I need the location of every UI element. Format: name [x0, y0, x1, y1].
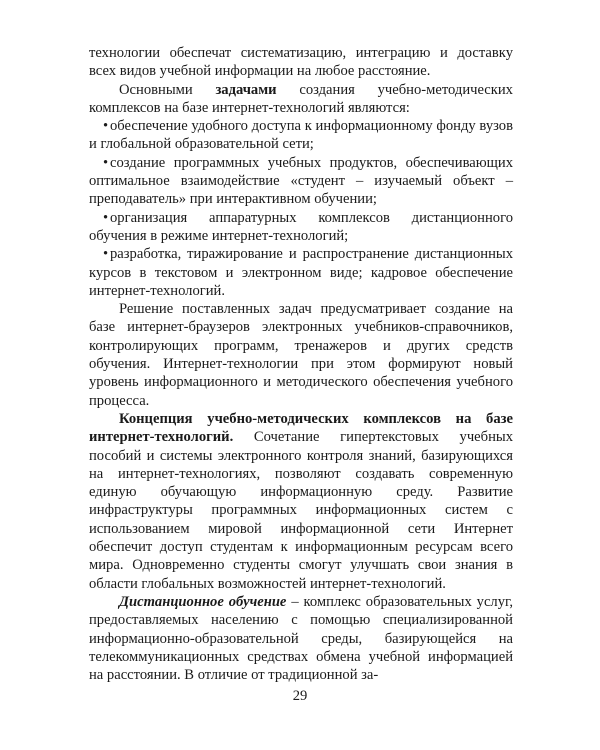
distance-learning-term: Дистанционное обучение: [119, 593, 287, 610]
bullet-icon: •: [103, 118, 109, 135]
bullet-icon: •: [103, 154, 109, 171]
tasks-term: задачами: [215, 81, 277, 98]
list-item: • обеспечение удобного доступа к информационному фонду вузов и глобальной образовательной сети;: [89, 118, 513, 153]
tasks-intro-lead: Основными: [119, 81, 216, 98]
list-item: • разработка, тиражирование и распространение дистанционных курсов в текстовом и электронном виде; кадровое обеспечение интернет-технологий.: [89, 246, 513, 299]
list-item: • организация аппаратурных комплексов дистанционного обучения в режиме интернет-технологий;: [89, 209, 513, 244]
tasks-intro-rest: создания учебно-методических комплексов на базе интернет-технологий являются:: [89, 81, 513, 116]
paragraph-intro-continuation: технологии обеспечат систематизацию, интеграцию и доставку всех видов учебной информации на любое расстояние.: [89, 45, 513, 80]
concept-text: Сочетание гипертекстовых учебных пособий и системы электронного контроля знаний, базирующихся на интернет-технологиях, позволяют создавать современную единую обучающую информационную среду. Развитие инфраструктуры программных информационных систем с использованием мировой информационной сети Интернет обеспечит доступ студентам к информационным ресурсам всего мира. Одновременно студенты смогут улучшать свои знания в области глобальных возможностей интернет-технологий.: [89, 429, 513, 592]
paragraph-tasks-intro: [89, 81, 513, 118]
paragraph-concept: [89, 410, 513, 593]
page-number: 29: [292, 688, 308, 704]
distance-learning-text: – комплекс образовательных услуг, предоставляемых населению с помощью специализированной информационно-образовательной среды, базирующейся на телекоммуникационных средствах обмена учебной информацией на расстоянии. В отличие от традиционной за-: [89, 593, 513, 684]
bullet-icon: •: [103, 246, 109, 263]
paragraph-solution: Решение поставленных задач предусматривает создание на базе интернет-браузеров электронных учебников-справочников, контролирующих программ, тренажеров и других средств обучения. Интернет-технологии при этом формируют новый уровень информационного и методического обеспечения учебного процесса.: [89, 301, 513, 409]
concept-heading: Концепция учебно-методических комплексов на базе интернет-технологий.: [89, 410, 513, 446]
page-body: [89, 44, 513, 684]
bullet-icon: •: [103, 209, 109, 226]
list-item: • создание программных учебных продуктов, обеспечивающих оптимальное взаимодействие «студент – изучаемый объект – преподаватель» при интерактивном обучении;: [89, 154, 513, 208]
paragraph-distance-learning: [89, 593, 513, 684]
